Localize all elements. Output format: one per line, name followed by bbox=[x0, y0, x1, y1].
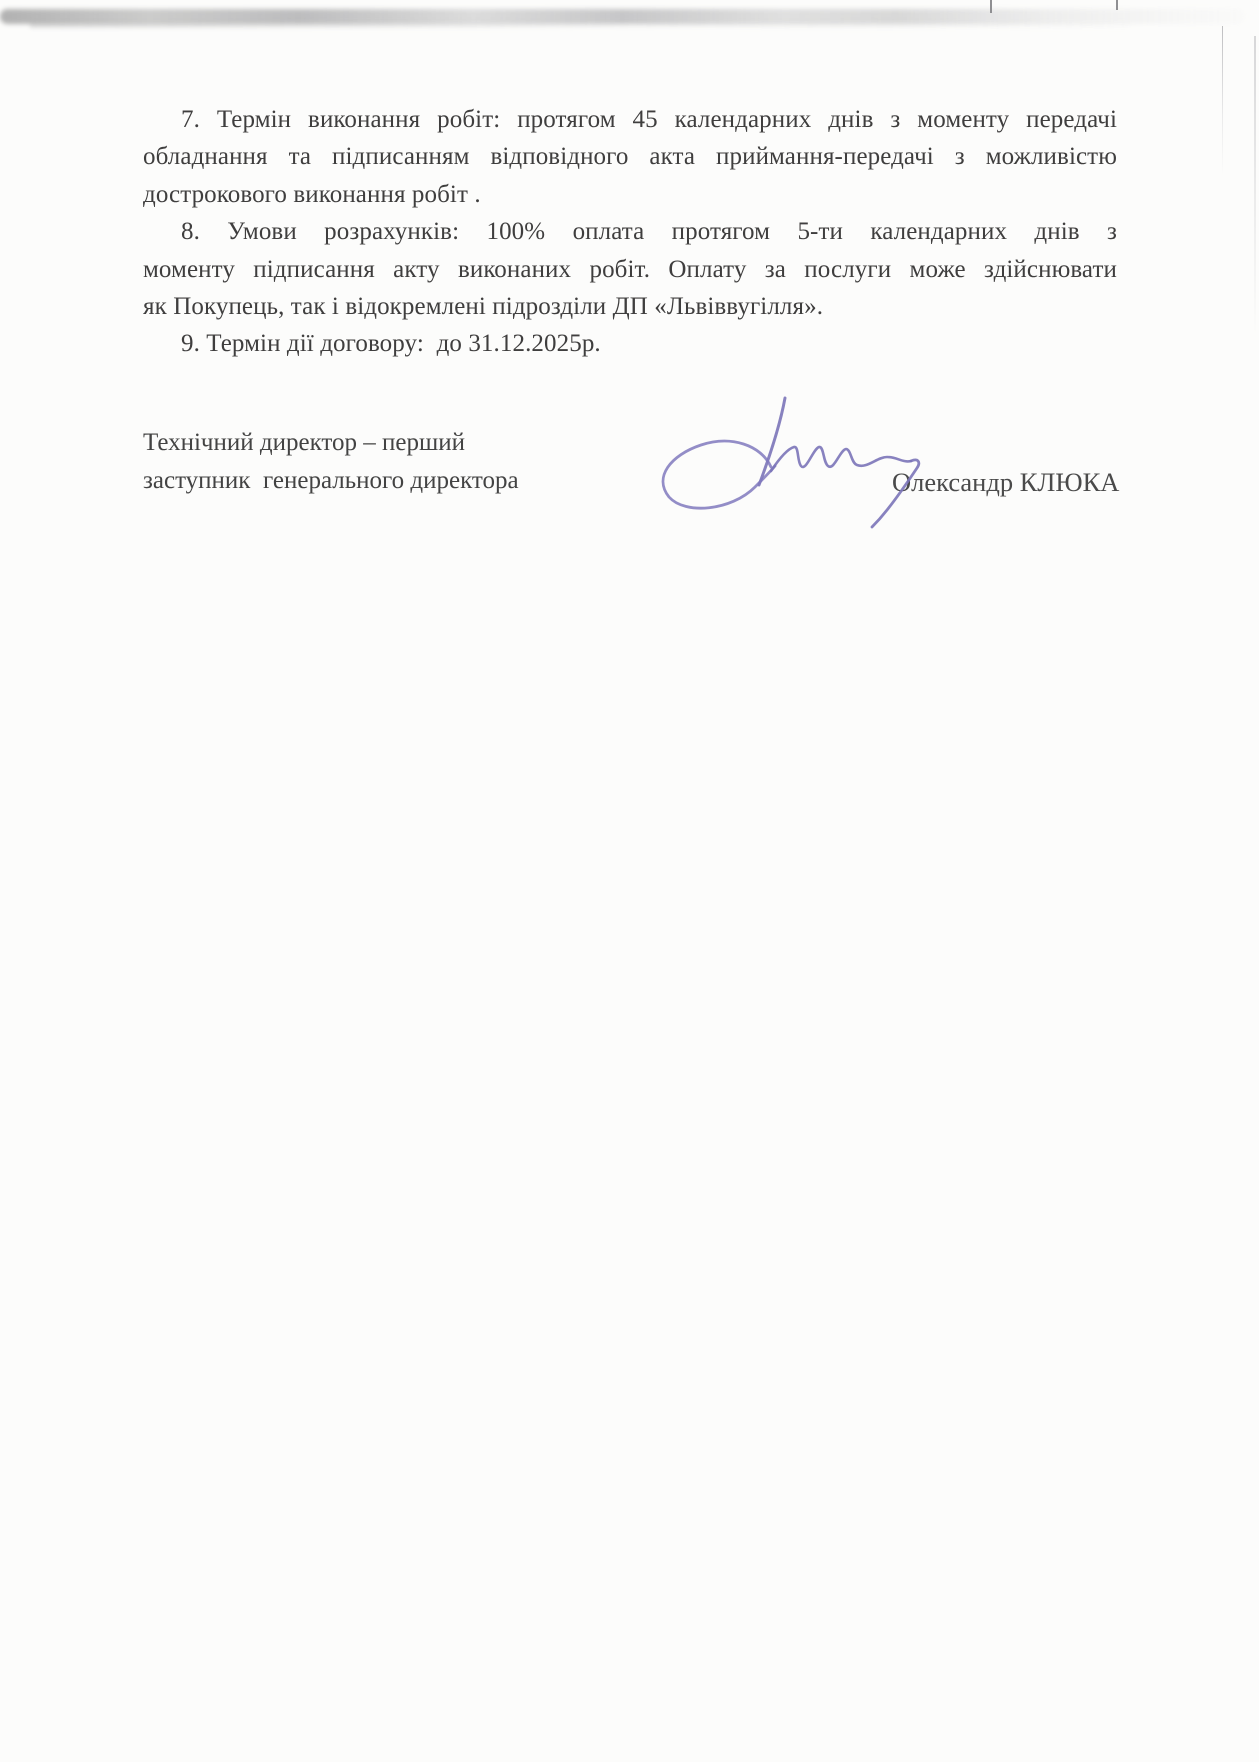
paragraph-8-line-2: моменту підписання акту виконаних робіт. Оплату за послуги може здійснювати bbox=[143, 255, 1117, 283]
scan-edge-line bbox=[1222, 26, 1223, 176]
paragraph-9-line-1: 9. Термін дії договору: до 31.12.2025р. bbox=[181, 330, 601, 358]
scan-smudge-artifact-secondary bbox=[30, 22, 1130, 28]
paragraph-9 bbox=[143, 325, 1117, 362]
signer-role-title bbox=[143, 424, 703, 500]
signer-role-line-1: Технічний директор – перший bbox=[143, 429, 465, 456]
paragraph-7-line-1: 7. Термін виконання робіт: протягом 45 календарних днів з моменту передачі bbox=[181, 106, 1117, 133]
paragraph-7-line-2: обладнання та підписанням відповідного акта приймання-передачі з можливістю bbox=[143, 143, 1117, 171]
signer-name: Олександр КЛЮКА bbox=[892, 467, 1120, 497]
scan-tick-mark bbox=[990, 0, 992, 13]
signer-role-line-2: заступник генерального директора bbox=[143, 467, 519, 494]
scan-edge-line bbox=[1254, 36, 1256, 336]
paragraph-8-line-1: 8. Умови розрахунків: 100% оплата протягом 5-ти календарних днів з bbox=[181, 218, 1117, 246]
paragraph-7 bbox=[143, 101, 1117, 213]
paragraph-8-line-3: як Покупець, так і відокремлені підрозділи ДП «Львіввугілля». bbox=[143, 293, 824, 321]
paragraph-7-line-3: дострокового виконання робіт . bbox=[143, 180, 481, 208]
scan-tick-mark bbox=[1116, 0, 1118, 10]
document-body bbox=[143, 101, 1117, 363]
paragraph-8 bbox=[143, 213, 1117, 325]
